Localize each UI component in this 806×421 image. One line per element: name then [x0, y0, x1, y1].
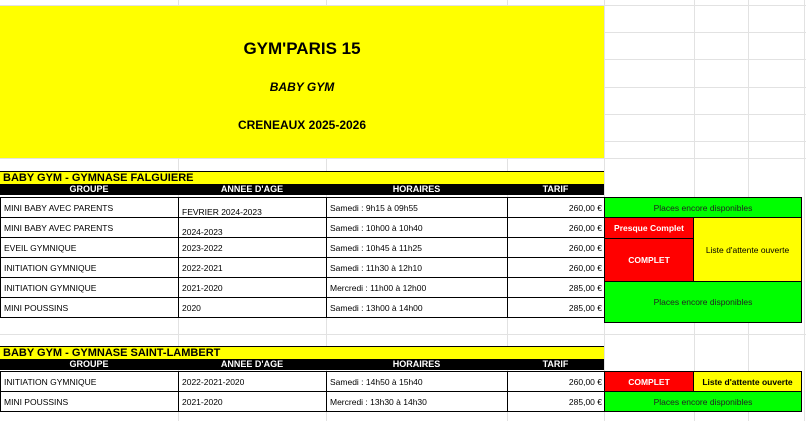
cell-tarif[interactable]: 260,00 €: [508, 198, 606, 218]
cell-annee[interactable]: 2024-2023: [179, 218, 327, 238]
cell-groupe[interactable]: INITIATION GYMNIQUE: [1, 278, 179, 298]
cell-tarif[interactable]: 285,00 €: [508, 392, 606, 412]
table-row[interactable]: [1, 198, 606, 218]
cell-horaire[interactable]: Mercredi : 13h30 à 14h30: [327, 392, 508, 412]
table-row[interactable]: [1, 218, 606, 238]
table-row[interactable]: [1, 392, 606, 412]
cell-horaire[interactable]: Samedi : 10h45 à 11h25: [327, 238, 508, 258]
cell-horaire[interactable]: Mercredi : 11h00 à 12h00: [327, 278, 508, 298]
column-header-annee: ANNEE D'AGE: [178, 184, 326, 195]
cell-tarif[interactable]: 285,00 €: [508, 278, 606, 298]
schedule-table-saint-lambert: [0, 371, 606, 412]
column-header-groupe: GROUPE: [0, 359, 178, 370]
cell-horaire[interactable]: Samedi : 13h00 à 14h00: [327, 298, 508, 318]
cell-tarif[interactable]: 285,00 €: [508, 298, 606, 318]
status-complet[interactable]: COMPLET: [604, 371, 694, 392]
cell-annee[interactable]: 2020: [179, 298, 327, 318]
club-title: GYM'PARIS 15: [243, 39, 361, 58]
cell-annee[interactable]: 2021-2020: [179, 278, 327, 298]
cell-horaire[interactable]: Samedi : 10h00 à 10h40: [327, 218, 508, 238]
column-header-tarif: TARIF: [507, 359, 604, 370]
cell-tarif[interactable]: 260,00 €: [508, 218, 606, 238]
cell-groupe[interactable]: EVEIL GYMNIQUE: [1, 238, 179, 258]
column-header-horaires: HORAIRES: [326, 184, 507, 195]
cell-annee[interactable]: 2022-2021-2020: [179, 372, 327, 392]
status-liste-attente[interactable]: Liste d'attente ouverte: [693, 371, 802, 392]
table-row[interactable]: [1, 372, 606, 392]
status-complet[interactable]: COMPLET: [604, 238, 694, 282]
cell-groupe[interactable]: MINI BABY AVEC PARENTS: [1, 198, 179, 218]
cell-tarif[interactable]: 260,00 €: [508, 258, 606, 278]
cell-groupe[interactable]: MINI POUSSINS: [1, 298, 179, 318]
status-places-disponibles[interactable]: Places encore disponibles: [604, 197, 802, 218]
column-header-horaires: HORAIRES: [326, 359, 507, 370]
cell-tarif[interactable]: 260,00 €: [508, 372, 606, 392]
cell-horaire[interactable]: Samedi : 14h50 à 15h40: [327, 372, 508, 392]
status-places-disponibles[interactable]: Places encore disponibles: [604, 281, 802, 323]
cell-annee[interactable]: 2023-2022: [179, 238, 327, 258]
table-row[interactable]: [1, 278, 606, 298]
subtitle: BABY GYM: [269, 80, 335, 94]
section-title-falguiere: BABY GYM - GYMNASE FALGUIERE: [0, 171, 604, 184]
cell-groupe[interactable]: INITIATION GYMNIQUE: [1, 258, 179, 278]
schedule-table-falguiere: [0, 197, 606, 318]
table-row[interactable]: [1, 258, 606, 278]
cell-annee[interactable]: 2022-2021: [179, 258, 327, 278]
status-liste-attente[interactable]: Liste d'attente ouverte: [693, 217, 802, 282]
title-block: [0, 6, 604, 158]
cell-annee[interactable]: FEVRIER 2024-2023: [179, 198, 327, 218]
section-title-saint-lambert: BABY GYM - GYMNASE SAINT-LAMBERT: [0, 346, 604, 359]
status-places-disponibles[interactable]: Places encore disponibles: [604, 391, 802, 412]
cell-groupe[interactable]: MINI POUSSINS: [1, 392, 179, 412]
cell-groupe[interactable]: INITIATION GYMNIQUE: [1, 372, 179, 392]
cell-tarif[interactable]: 260,00 €: [508, 238, 606, 258]
season-title: CRENEAUX 2025-2026: [237, 118, 367, 132]
table-row[interactable]: [1, 238, 606, 258]
cell-horaire[interactable]: Samedi : 9h15 à 09h55: [327, 198, 508, 218]
column-header-annee: ANNEE D'AGE: [178, 359, 326, 370]
cell-annee[interactable]: 2021-2020: [179, 392, 327, 412]
column-header-tarif: TARIF: [507, 184, 604, 195]
column-header-groupe: GROUPE: [0, 184, 178, 195]
cell-groupe[interactable]: MINI BABY AVEC PARENTS: [1, 218, 179, 238]
status-presque-complet[interactable]: Presque Complet: [604, 217, 694, 239]
cell-horaire[interactable]: Samedi : 11h30 à 12h10: [327, 258, 508, 278]
table-row[interactable]: [1, 298, 606, 318]
